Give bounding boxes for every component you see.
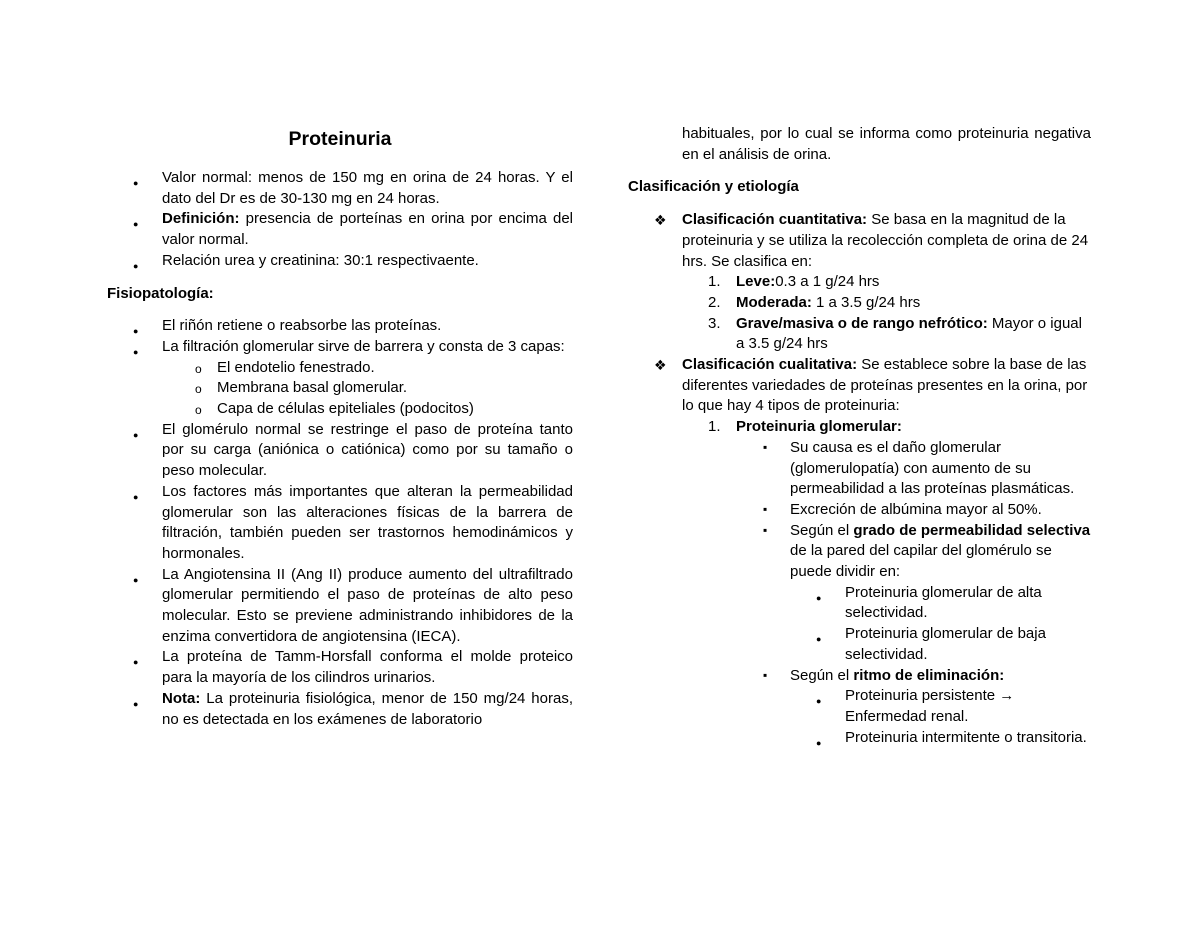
bullet-icon: ● xyxy=(133,326,139,337)
bullet-icon: ● xyxy=(133,698,139,709)
bullet-icon: ● xyxy=(133,429,139,440)
list-item: ● La filtración glomerular sirve de barrera y consta de 3 capas: xyxy=(107,337,573,358)
list-item: ● Nota: La proteinuria fisiológica, menor de 150 mg/24 horas, no es detectada en los exámenes de laboratorio xyxy=(133,689,573,728)
list-item: 3. Grave/masiva o de rango nefrótico: Mayor o igual a 3.5 g/24 hrs xyxy=(708,314,1082,353)
list-item: o Capa de células epiteliales (podocitos) xyxy=(107,399,573,420)
list-item: ▪ Según el ritmo de eliminación: xyxy=(763,666,1005,684)
list-item: ● Proteinuria glomerular de alta selectividad. xyxy=(816,583,1042,622)
list-item: ▪ Según el grado de permeabilidad selectiva de la pared del capilar del glomérulo se puede dividir en: xyxy=(763,521,1091,581)
list-item: 1. Leve:0.3 a 1 g/24 hrs xyxy=(708,273,880,291)
diamond-bullet-icon: ❖ xyxy=(654,212,667,229)
intro-list xyxy=(107,168,573,272)
bullet-icon: ● xyxy=(133,491,139,502)
bullet-icon: ● xyxy=(816,696,822,707)
list-item: ● La Angiotensina II (Ang II) produce aumento del ultrafiltrado glomerular permitiendo el paso de proteínas de alto peso molecular. Esto se previene administrando inhibidores de la enzima convertidora de angiotensina (IECA). xyxy=(133,565,573,645)
bullet-icon: ● xyxy=(133,574,139,585)
list-item: ● Proteinuria persistente → Enfermedad renal. xyxy=(816,687,1015,725)
diamond-bullet-icon: ❖ xyxy=(654,357,667,374)
list-item: 1. Proteinuria glomerular: xyxy=(708,418,902,436)
list-item: ● El glomérulo normal se restringe el paso de proteína tanto por su carga (aniónica o catiónica) como por su tamaño o peso molecular. xyxy=(133,420,573,480)
list-item: ❖ Clasificación cuantitativa: Se basa en la magnitud de la proteinuria y se utiliza la recolección completa de orina de 24 hrs. Se clasifica en: xyxy=(654,211,1089,270)
bullet-icon: ● xyxy=(816,737,822,748)
square-bullet-icon: ▪ xyxy=(763,667,768,682)
square-bullet-icon: ▪ xyxy=(763,501,768,516)
bullet-icon: ● xyxy=(816,634,822,645)
right-column xyxy=(628,124,1091,748)
list-item: ● El riñón retiene o reabsorbe las proteínas. xyxy=(107,316,573,337)
section-heading-clasificacion: Clasificación y etiología xyxy=(628,178,799,196)
list-item: ● Valor normal: menos de 150 mg en orina de 24 horas. Y el dato del Dr es de 30-130 mg en 24 horas. xyxy=(133,169,573,207)
list-item: ● Relación urea y creatinina: 30:1 respectivaente. xyxy=(107,251,573,272)
bullet-icon: ● xyxy=(133,178,139,188)
bullet-icon: ● xyxy=(133,260,139,271)
left-column xyxy=(107,124,573,730)
bullet-icon: ● xyxy=(133,657,139,668)
section-heading-fisiopatologia: Fisiopatología: xyxy=(107,284,214,302)
list-item: ▪ Excreción de albúmina mayor al 50%. xyxy=(763,500,1042,518)
page-title: Proteinuria xyxy=(288,128,392,150)
bullet-icon: ● xyxy=(133,219,139,230)
list-item: ▪ Su causa es el daño glomerular (glomerulopatía) con aumento de su permeabilidad a las proteínas plasmáticas. xyxy=(763,438,1075,498)
bullet-icon: ● xyxy=(816,592,822,603)
list-item: 2. Moderada: 1 a 3.5 g/24 hrs xyxy=(708,293,921,311)
list-item: ● Definición: presencia de porteínas en orina por encima del valor normal. xyxy=(133,210,573,249)
circle-bullet-icon: o xyxy=(195,382,202,397)
list-item: ❖ Clasificación cualitativa: Se establece sobre la base de las diferentes variedades de proteínas presentes en la orina, por lo que hay 4 tipos de proteinuria: xyxy=(654,356,1088,415)
circle-bullet-icon: o xyxy=(195,403,202,418)
circle-bullet-icon: o xyxy=(195,361,202,376)
list-item: ● Proteinuria intermitente o transitoria. xyxy=(628,728,1091,749)
fisio-list xyxy=(107,316,573,730)
bullet-icon: ● xyxy=(133,346,139,357)
list-item: ● Los factores más importantes que alteran la permeabilidad glomerular son las alteraciones físicas de la barrera de filtración, también pueden ser trastornos hemodinámicos y hormonales. xyxy=(133,482,573,562)
list-item: ● Proteinuria glomerular de baja selectividad. xyxy=(816,625,1046,663)
square-bullet-icon: ▪ xyxy=(763,439,768,454)
list-item: o El endotelio fenestrado. xyxy=(107,358,573,379)
continuation-text: habituales, por lo cual se informa como proteinuria negativa en el análisis de orina. xyxy=(682,125,1091,163)
clasificacion-list xyxy=(628,210,1091,748)
list-item: o Membrana basal glomerular. xyxy=(107,378,573,399)
list-item: ● La proteína de Tamm-Horsfall conforma el molde proteico para la mayoría de los cilindros urinarios. xyxy=(133,648,573,687)
square-bullet-icon: ▪ xyxy=(763,522,768,537)
